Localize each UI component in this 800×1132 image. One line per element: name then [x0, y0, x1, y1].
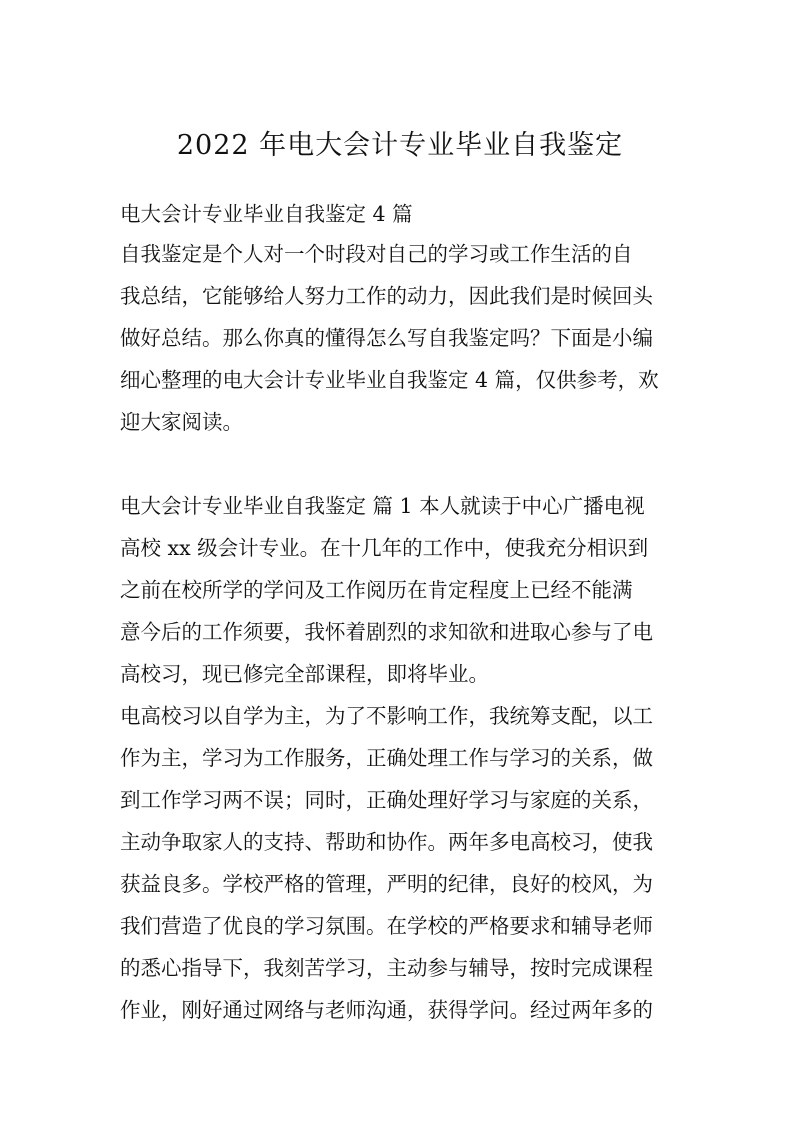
section2-line: 获益良多。学校严格的管理，严明的纪律，良好的校风，为: [120, 872, 653, 896]
section2-line: 作业，刚好通过网络与老师沟通，获得学问。经过两年多的: [120, 998, 653, 1022]
section1-line: 高校 xx 级会计专业。在十几年的工作中，使我充分相识到: [120, 536, 649, 560]
section1-line: 电大会计专业毕业自我鉴定 篇 1 本人就读于中心广播电视: [120, 494, 645, 518]
section2-line: 我们营造了优良的学习氛围。在学校的严格要求和辅导老师: [120, 914, 653, 938]
section2-line: 主动争取家人的支持、帮助和协作。两年多电高校习，使我: [120, 830, 653, 854]
section1-line: 高校习，现已修完全部课程，即将毕业。: [120, 662, 489, 686]
section1-line: 意今后的工作须要，我怀着剧烈的求知欲和进取心参与了电: [120, 620, 653, 644]
document-subtitle: 电大会计专业毕业自我鉴定 4 篇: [120, 202, 413, 226]
document-title: 2022 年电大会计专业毕业自我鉴定: [176, 130, 624, 161]
intro-line: 自我鉴定是个人对一个时段对自己的学习或工作生活的自: [120, 242, 633, 266]
section2-line: 作为主，学习为工作服务，正确处理工作与学习的关系，做: [120, 746, 653, 770]
section2-line: 电高校习以自学为主，为了不影响工作，我统筹支配，以工: [120, 704, 653, 728]
intro-line: 迎大家阅读。: [120, 410, 243, 434]
intro-line: 我总结，它能够给人努力工作的动力，因此我们是时候回头: [120, 284, 653, 308]
section2-line: 的悉心指导下，我刻苦学习，主动参与辅导，按时完成课程: [120, 956, 653, 980]
intro-line: 做好总结。那么你真的懂得怎么写自我鉴定吗？下面是小编: [120, 326, 653, 350]
section2-line: 到工作学习两不误；同时，正确处理好学习与家庭的关系，: [120, 788, 653, 812]
section1-line: 之前在校所学的学问及工作阅历在肯定程度上已经不能满: [120, 578, 633, 602]
intro-line: 细心整理的电大会计专业毕业自我鉴定 4 篇，仅供参考，欢: [120, 368, 659, 392]
